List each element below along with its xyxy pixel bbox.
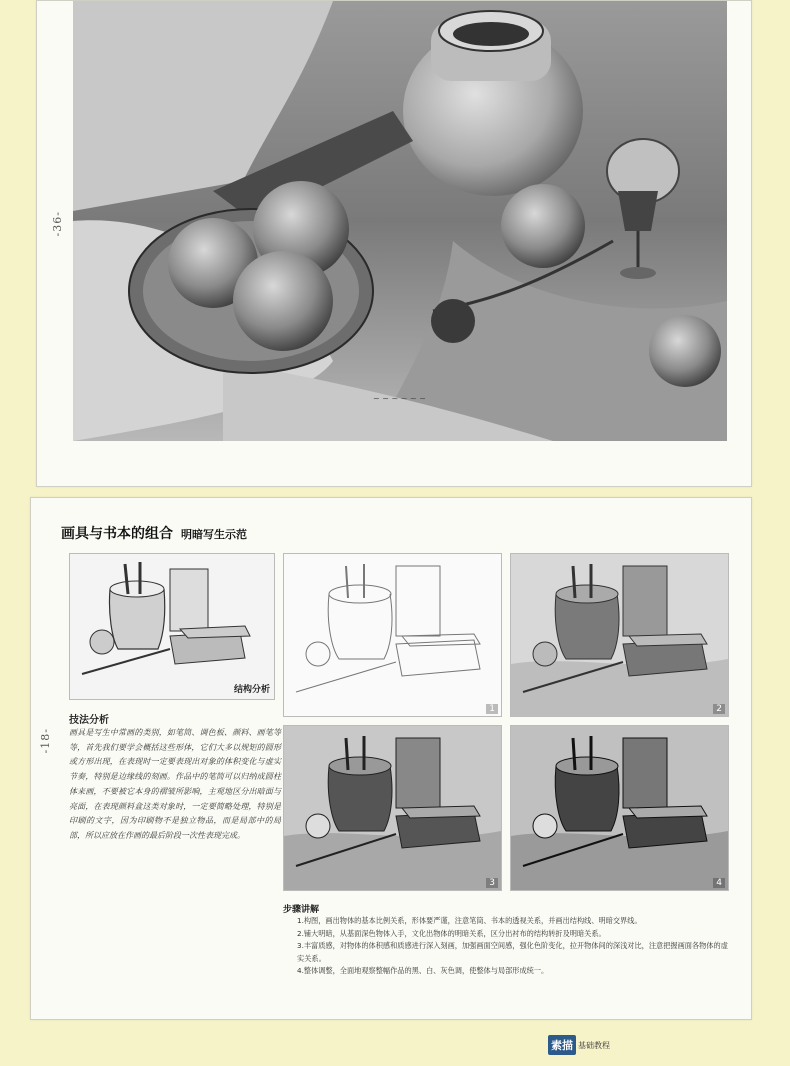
step-number: 2 [713, 704, 725, 714]
step-1-sketch [283, 553, 502, 717]
svg-text:~ ~ ~ ~ ~ ~: ~ ~ ~ ~ ~ ~ [373, 394, 426, 403]
step-number: 4 [713, 878, 725, 888]
steps-list [283, 915, 733, 978]
structure-sketch [69, 553, 275, 700]
section-title [61, 523, 247, 543]
step-number: 3 [486, 878, 498, 888]
publisher-logo [548, 1034, 618, 1056]
steps-heading: 步骤讲解 [283, 905, 320, 915]
step-item: 1.构图，画出物体的基本比例关系，形体要严谨，注意笔筒、书本的透视关系，并画出结构线、明暗交界线。 [297, 916, 642, 925]
title-text: 画具与书本的组合 [61, 526, 173, 542]
top-page [36, 0, 752, 487]
step-number: 1 [486, 704, 498, 714]
step-item: 4.整体调整，全面地观察整幅作品的黑、白、灰色调，使整体与局部形成统一。 [297, 966, 549, 975]
logo-mark: 素描 [548, 1035, 576, 1055]
still-life-drawing [73, 1, 727, 441]
step-3-sketch [283, 725, 502, 891]
technique-heading: 技法分析 [69, 715, 109, 726]
logo-text: 基础教程 [578, 1040, 610, 1050]
subtitle-text: 明暗写生示范 [181, 528, 247, 541]
step-4-sketch [510, 725, 729, 891]
page-number: -36- [51, 211, 64, 237]
structure-caption: 结构分析 [233, 685, 270, 695]
bottom-page [30, 497, 752, 1020]
step-item: 2.铺大明暗，从基面深色物体入手，文化出物体的明暗关系，区分出衬布的结构转折及明暗关系。 [297, 928, 606, 938]
step-item: 3.丰富质感，对物体的体积感和质感进行深入刻画，加强画面空间感，强化色阶变化，拉开物体间的深浅对比，注意把握画面各物体的虚实关系。 [297, 941, 728, 963]
step-2-sketch [510, 553, 729, 717]
technique-text: 画具是写生中常画的类别，如笔筒、调色板、颜料、画笔等等，首先我们要学会概括这些形体，它们大多以规矩的圆形或方形出现，在表现时一定要表现出对象的体积变化与虚实节奏，特别是边缘线的刻画。作品中的笔筒可以归纳成圆柱体来画，不要被它本身的褶皱所影响，主观地区分出暗面与亮面，在表现颜料盒这类对象时，一定要简略处理，特别是印刷的文字，因为印刷物不是独立物品，而是局部中的局部，所以应放在作画的最后阶段一次性表现完成。 [69, 728, 281, 840]
page-number: -18- [39, 728, 52, 754]
